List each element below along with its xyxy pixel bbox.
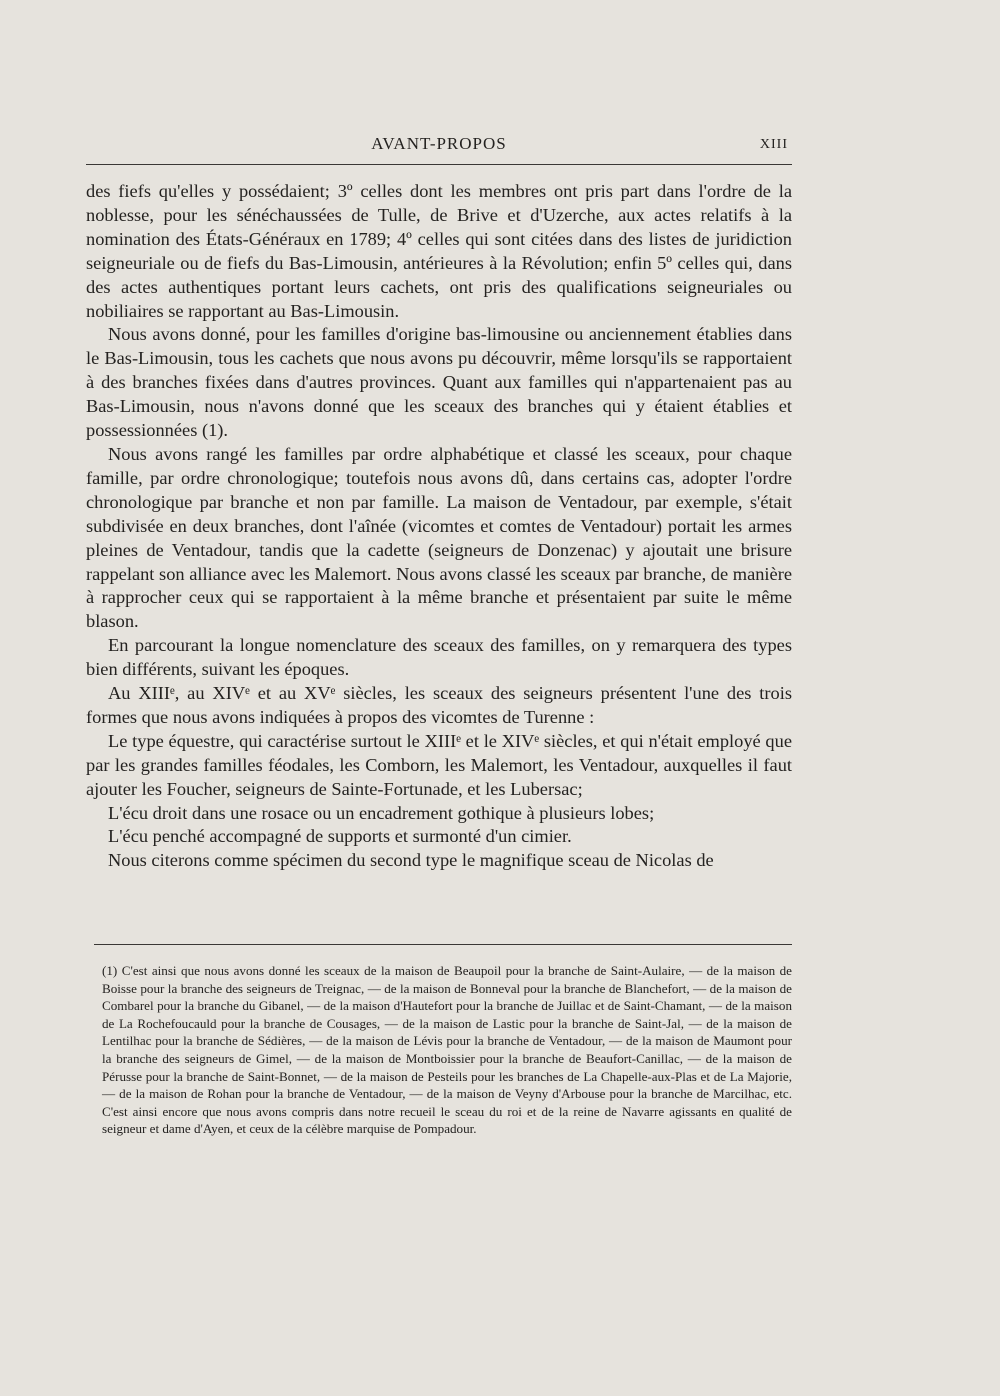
- header-rule: [86, 164, 792, 165]
- paragraph: Au XIIIᵉ, au XIVᵉ et au XVᵉ siècles, les sceaux des seigneurs présentent l'une des trois formes que nous avons indiquées à propos des vicomtes de Turenne :: [86, 683, 792, 727]
- paragraph: Le type équestre, qui caractérise surtout le XIIIᵉ et le XIVᵉ siècles, et qui n'était employé que par les grandes familles féodales, les Comborn, les Malemort, les Ventadour, auxquelles il faut ajouter les Foucher, seigneurs de Sainte-Fortunade, et les Lubersac;: [86, 730, 792, 799]
- main-text: [86, 180, 792, 873]
- page-title: AVANT-PROPOS: [371, 134, 507, 153]
- paragraph: Nous citerons comme spécimen du second type le magnifique sceau de Nicolas de: [108, 850, 714, 871]
- footnote-rule: [94, 944, 792, 945]
- paragraph: En parcourant la longue nomenclature des sceaux des familles, on y remarquera des types bien différents, suivant les époques.: [86, 635, 792, 680]
- paragraph: des fiefs qu'elles y possédaient; 3º celles dont les membres ont pris part dans l'ordre de la noblesse, pour les sénéchaussées de Tulle, de Brive et d'Uzerche, aux actes relatifs à la nomination des États-Généraux en 1789; 4º celles qui sont citées dans des listes de juridiction seigneuriale ou de fiefs du Bas-Limousin, antérieures à la Révolution; enfin 5º celles qui, dans des actes authentiques portant leurs cachets, ont pris des qualifications seigneuriales ou nobiliaires se rapportant au Bas-Limousin.: [86, 181, 792, 321]
- footnote: (1) C'est ainsi que nous avons donné les sceaux de la maison de Beaupoil pour la branche de Saint-Aulaire, — de la maison de Boisse pour la branche des seigneurs de Treignac, — de la maison de Bonneval pour la branche de Blanchefort, — de la maison de Combarel pour la branche du Gibanel, — de la maison d'Hautefort pour la branche de Juillac et de Saint-Chamant, — de la maison de La Rochefoucauld pour la branche de Cousages, — de la maison de Lastic pour la branche de Saint-Jal, — de la maison de Lentilhac pour la branche de Sédières, — de la maison de Lévis pour la branche de Ventadour, — de la maison de Maumont pour la branche des seigneurs de Gimel, — de la maison de Montboissier pour la branche de Beaufort-Canillac, — de la maison de Pérusse pour la branche de Saint-Bonnet, — de la maison de Pesteils pour les branches de La Chapelle-aux-Plas et de La Majorie, — de la maison de Rohan pour la branche de Ventadour, — de la maison de Veyny d'Arbouse pour la branche de Marcilhac, etc. C'est ainsi encore que nous avons compris dans notre recueil le sceau du roi et de la reine de Navarre agissants en qualité de seigneur et dame d'Ayen, et ceux de la célèbre marquise de Pompadour.: [102, 963, 792, 1137]
- paragraph: Nous avons rangé les familles par ordre alphabétique et classé les sceaux, pour chaque famille, par ordre chronologique; toutefois nous avons dû, dans certains cas, adopter l'ordre chronologique par branche et non par famille. La maison de Ventadour, par exemple, s'était subdivisée en deux branches, dont l'aînée (vicomtes et comtes de Ventadour) portait les armes pleines de Ventadour, tandis que la cadette (seigneurs de Donzenac) y ajoutait une brisure rappelant son alliance avec les Malemort. Nous avons classé les sceaux par branche, de manière à rapprocher ceux qui se rapportaient à la même branche et présentaient par suite le même blason.: [86, 443, 792, 632]
- paragraph: L'écu droit dans une rosace ou un encadrement gothique à plusieurs lobes;: [108, 802, 655, 823]
- paragraph: L'écu penché accompagné de supports et surmonté d'un cimier.: [108, 826, 572, 847]
- paragraph: Nous avons donné, pour les familles d'origine bas-limousine ou anciennement établies dans le Bas-Limousin, tous les cachets que nous avons pu découvrir, même lorsqu'ils se rapportaient à des branches fixées dans d'autres provinces. Quant aux familles qui n'appartenaient pas au Bas-Limousin, nous n'avons donné que les sceaux des branches qui y étaient établies et possessionnées (1).: [86, 324, 792, 441]
- running-head: [86, 134, 792, 156]
- page-number: XIII: [759, 137, 788, 152]
- footnotes: [102, 962, 792, 1138]
